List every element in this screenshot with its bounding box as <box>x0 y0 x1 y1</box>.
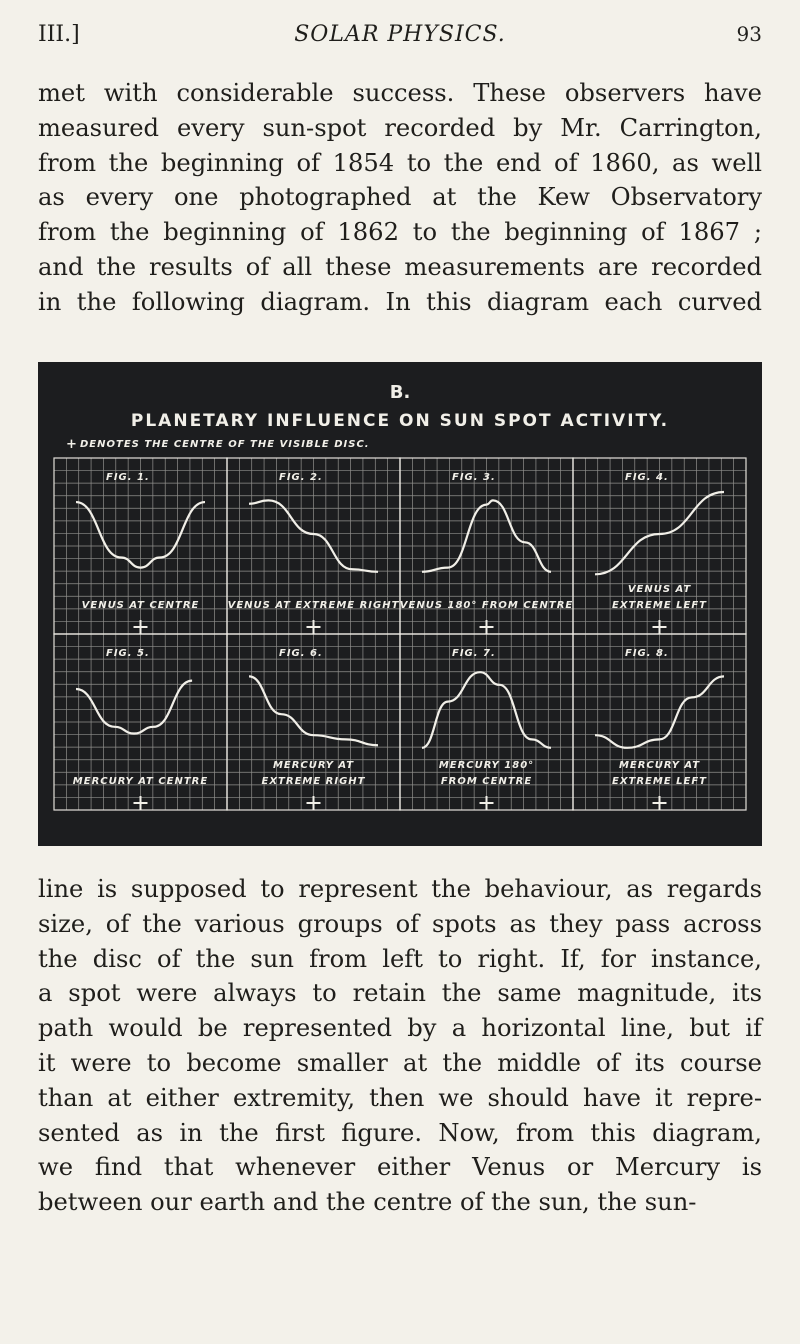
plate-diagram <box>38 362 762 846</box>
fig-panel <box>227 634 400 810</box>
text-line: it were to become smaller at the middle of its course <box>38 1048 762 1077</box>
panels-layer <box>54 458 746 810</box>
fig-panel <box>54 458 227 634</box>
running-title: SOLAR PHYSICS. <box>294 22 506 47</box>
fig-panel <box>54 634 227 810</box>
text-line: from the beginning of 1854 to the end of 1860, as well <box>38 148 762 177</box>
figure-caption: EXTREME LEFT <box>611 776 708 787</box>
paragraph-bottom <box>38 872 762 1220</box>
page-number: 93 <box>736 22 762 46</box>
text-line: a spot were always to retain the same magnitude, its <box>38 979 762 1008</box>
figure-caption: EXTREME LEFT <box>611 600 708 611</box>
activity-curve <box>76 681 192 734</box>
chapter-number: III.] <box>38 22 80 47</box>
figure-number: FIG. 3. <box>452 472 496 483</box>
figure-number: FIG. 1. <box>106 472 150 483</box>
text-line: size, of the various groups of spots as they pass across <box>38 909 762 938</box>
figure-number: FIG. 4. <box>625 472 669 483</box>
fig-panel <box>573 634 746 810</box>
figure-number: FIG. 8. <box>625 648 669 659</box>
text-line: as every one photographed at the Kew Observatory <box>38 183 762 212</box>
plate-legend <box>66 437 370 452</box>
plate-legend-text: DENOTES THE CENTRE OF THE VISIBLE DISC. <box>80 439 370 450</box>
plate-title: PLANETARY INFLUENCE ON SUN SPOT ACTIVITY. <box>130 411 670 431</box>
figure-caption: MERCURY AT <box>272 760 355 771</box>
figure-number: FIG. 6. <box>279 648 323 659</box>
figure-number: FIG. 7. <box>452 648 496 659</box>
figure-caption: VENUS AT EXTREME RIGHT <box>227 600 400 611</box>
text-line: from the beginning of 1862 to the beginning of 1867 ; <box>38 218 762 247</box>
text-line: between our earth and the centre of the sun, the sun- <box>38 1188 697 1217</box>
figure-caption: MERCURY AT <box>618 760 701 771</box>
figure-caption: VENUS AT <box>627 584 692 595</box>
fig-panel <box>227 458 400 634</box>
text-line: measured every sun-spot recorded by Mr. Carrington, <box>38 113 762 142</box>
centre-mark-symbol: + <box>66 437 77 452</box>
text-line: we find that whenever either Venus or Mercury is <box>38 1153 762 1182</box>
figure-caption: MERCURY 180° <box>438 760 535 771</box>
fig-panel <box>400 634 573 810</box>
text-line: line is supposed to represent the behaviour, as regards <box>38 875 762 903</box>
text-line: met with considerable success. These observers have <box>38 79 762 107</box>
figure-number: FIG. 5. <box>106 648 150 659</box>
plate-letter: B. <box>389 382 411 403</box>
figure-plate <box>38 362 762 846</box>
fig-panel <box>400 458 573 634</box>
figure-caption: VENUS AT CENTRE <box>81 600 200 611</box>
text-line: path would be represented by a horizontal line, but if <box>38 1014 762 1043</box>
running-header <box>38 22 762 52</box>
text-line: the disc of the sun from left to right. If, for instance, <box>38 944 762 973</box>
figure-caption: VENUS 180° FROM CENTRE <box>399 600 574 611</box>
figure-caption: MERCURY AT CENTRE <box>72 776 209 787</box>
text-line: in the following diagram. In this diagram each curved <box>38 287 762 316</box>
text-line: than at either extremity, then we should have it repre- <box>38 1083 762 1112</box>
figure-caption: EXTREME RIGHT <box>261 776 366 787</box>
text-line: sented as in the first figure. Now, from this diagram, <box>38 1118 762 1147</box>
fig-panel <box>573 458 746 634</box>
figure-caption: FROM CENTRE <box>440 776 533 787</box>
paragraph-top <box>38 76 762 320</box>
text-line: and the results of all these measurements are recorded <box>38 252 762 281</box>
figure-number: FIG. 2. <box>279 472 323 483</box>
